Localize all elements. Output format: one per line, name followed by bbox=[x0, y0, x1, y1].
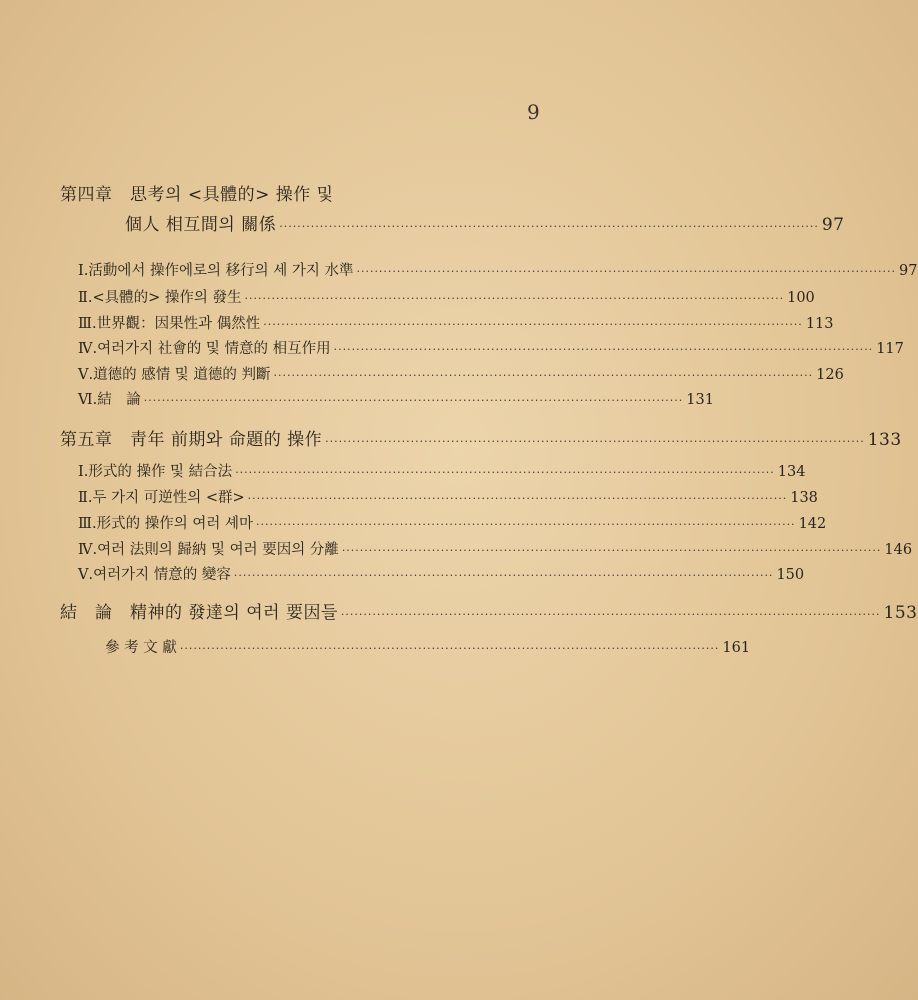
chapter-5-page: 133 bbox=[867, 430, 902, 450]
leader-dots: ························································································································ bbox=[255, 518, 796, 531]
section-page: 117 bbox=[876, 341, 904, 357]
page-number: 9 bbox=[527, 100, 540, 124]
chapter-5-heading bbox=[60, 425, 902, 450]
section-numeral: Ⅰ. bbox=[78, 464, 89, 480]
toc-entry bbox=[78, 563, 805, 584]
section-page: 97 bbox=[899, 263, 918, 279]
leader-dots: ························································································································ bbox=[143, 394, 684, 407]
conclusion-heading bbox=[60, 598, 918, 623]
section-page: 142 bbox=[798, 516, 827, 532]
toc-entry bbox=[78, 388, 714, 409]
section-numeral: Ⅲ. bbox=[78, 316, 97, 332]
toc-entry bbox=[78, 538, 913, 559]
section-numeral: Ⅱ. bbox=[78, 290, 93, 306]
conclusion-title: 結 論 精神的 發達의 여러 要因들 bbox=[60, 603, 338, 623]
leader-dots: ························································································································ bbox=[263, 318, 803, 331]
conclusion-page: 153 bbox=[883, 603, 918, 623]
section-page: 150 bbox=[776, 567, 805, 583]
toc-entry bbox=[78, 363, 844, 384]
section-numeral: Ⅲ. bbox=[78, 516, 97, 532]
leader-dots: ························································································································ bbox=[233, 569, 774, 582]
section-title: 여러가지 社會的 및 情意的 相互作用 bbox=[97, 341, 331, 357]
chapter-4-heading bbox=[125, 210, 845, 235]
references-title: 參 考 文 獻 bbox=[105, 640, 177, 656]
leader-dots: ························································································································ bbox=[356, 265, 897, 278]
section-numeral: Ⅴ. bbox=[78, 367, 94, 383]
toc-entry bbox=[78, 512, 827, 533]
section-page: 146 bbox=[884, 542, 913, 558]
toc-entry bbox=[78, 337, 904, 358]
leader-dots: ························································································································ bbox=[179, 642, 720, 655]
section-title: 世界觀：因果性과 偶然性 bbox=[96, 316, 261, 332]
section-title: 形式的 操作 및 結合法 bbox=[88, 464, 233, 480]
leader-dots: ························································································································ bbox=[333, 343, 874, 356]
chapter-4-heading-line1: 第四章 思考의 <具體的> 操作 및 bbox=[60, 185, 334, 205]
chapter-4-heading-line2: 個人 相互間의 關係 bbox=[125, 215, 277, 235]
section-page: 126 bbox=[816, 367, 844, 383]
references-entry bbox=[105, 636, 751, 657]
section-page: 113 bbox=[805, 316, 834, 332]
section-page: 134 bbox=[777, 464, 806, 480]
leader-dots: ························································································································ bbox=[244, 292, 785, 305]
chapter-4-page: 97 bbox=[821, 215, 845, 235]
leader-dots: ························································································································ bbox=[325, 435, 865, 448]
section-title: 結 論 bbox=[97, 392, 141, 408]
section-title: 道德的 感情 및 道德的 判斷 bbox=[93, 367, 271, 383]
section-numeral: Ⅱ. bbox=[78, 490, 93, 506]
section-title: 여러 法則의 歸納 및 여러 要因의 分離 bbox=[97, 542, 339, 558]
section-page: 138 bbox=[790, 490, 818, 506]
leader-dots: ························································································································ bbox=[273, 369, 814, 382]
section-numeral: Ⅵ. bbox=[78, 392, 98, 408]
references-page: 161 bbox=[722, 640, 751, 656]
toc-entry bbox=[78, 259, 918, 280]
section-title: <具體的> 操作의 發生 bbox=[92, 290, 242, 306]
toc-entry bbox=[78, 486, 818, 507]
section-title: 여러가지 情意的 變容 bbox=[93, 567, 231, 583]
leader-dots: ························································································································ bbox=[235, 466, 775, 479]
chapter-5-title: 第五章 靑年 前期와 命題的 操作 bbox=[60, 430, 323, 450]
section-title: 形式的 操作의 여러 셰마 bbox=[96, 516, 253, 532]
section-page: 100 bbox=[787, 290, 815, 306]
leader-dots: ························································································································ bbox=[341, 544, 882, 557]
toc-entry bbox=[78, 312, 834, 333]
section-title: 活動에서 操作에로의 移行의 세 가지 水準 bbox=[88, 263, 354, 279]
section-numeral: Ⅳ. bbox=[78, 542, 98, 558]
toc-entry bbox=[78, 460, 806, 481]
section-page: 131 bbox=[686, 392, 714, 408]
section-title: 두 가지 可逆性의 <群> bbox=[92, 490, 245, 506]
section-numeral: Ⅴ. bbox=[78, 567, 94, 583]
section-numeral: Ⅳ. bbox=[78, 341, 98, 357]
section-numeral: Ⅰ. bbox=[78, 263, 89, 279]
leader-dots: ························································································································ bbox=[247, 492, 788, 505]
leader-dots: ························································································································ bbox=[279, 220, 819, 233]
leader-dots: ························································································································ bbox=[340, 608, 881, 621]
toc-entry bbox=[78, 286, 815, 307]
